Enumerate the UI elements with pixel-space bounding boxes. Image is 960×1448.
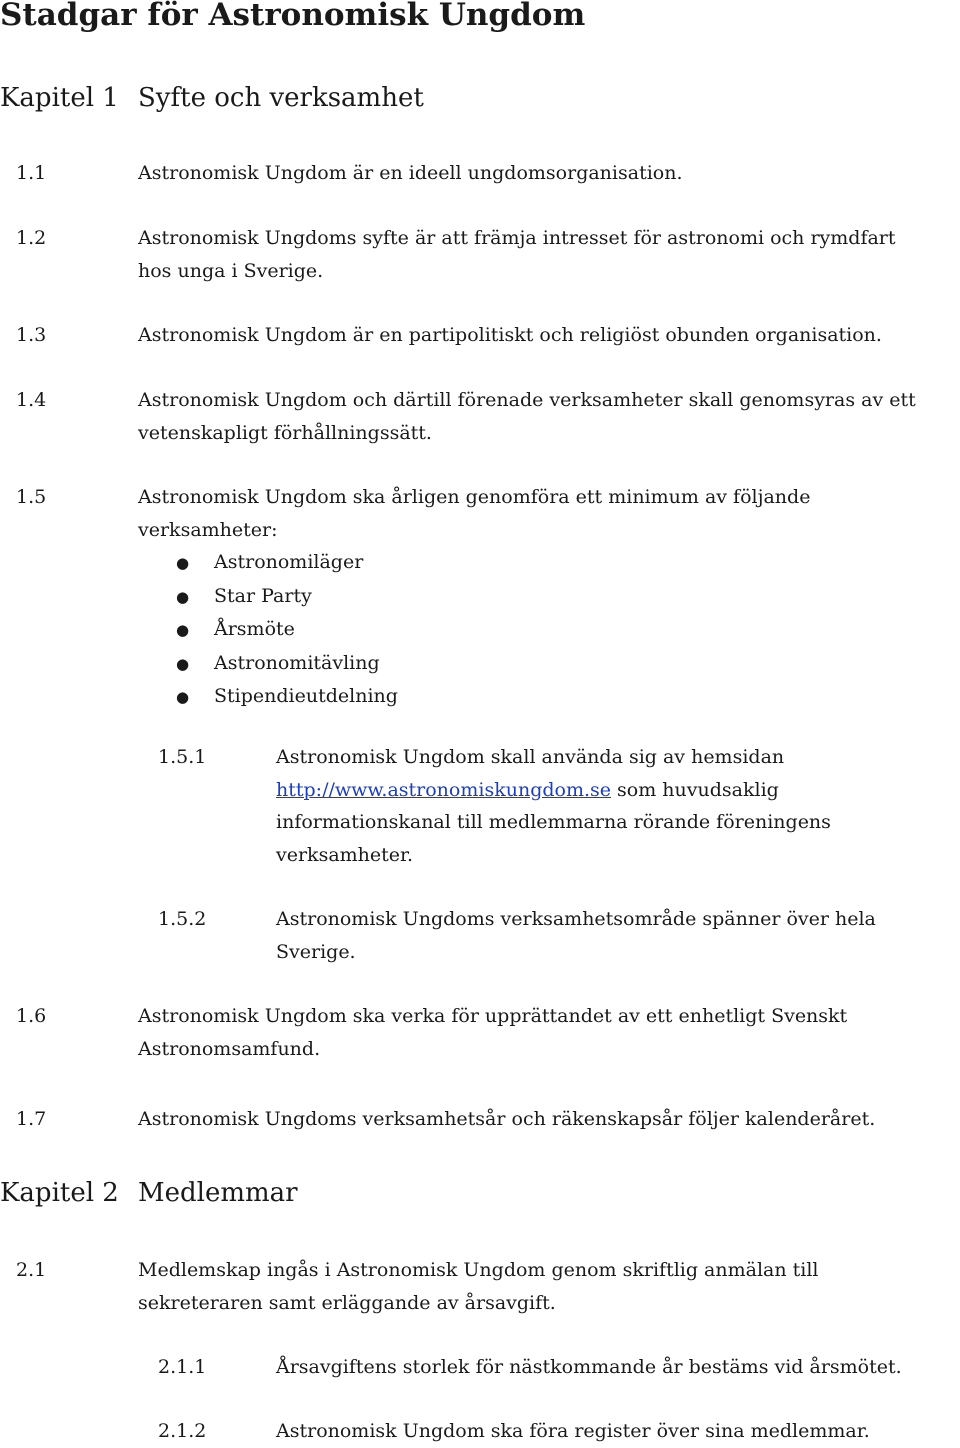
subsection-number: 1.5.2 [158,908,207,930]
section-text-line [276,774,831,807]
activity-list [176,546,398,714]
section-text [138,481,810,546]
section-text-line: Astronomisk Ungdoms verksamhetsområde spänner över hela [276,908,876,930]
chapter-2-number: Kapitel 2 [0,1178,119,1208]
list-item [176,680,398,714]
list-item-label: Star Party [214,584,312,607]
section-text-line: verksamheter: [138,518,278,541]
list-item [176,546,398,580]
section-text [138,1254,819,1319]
section-number: 1.4 [16,389,47,411]
list-item [176,647,398,681]
section-text-line: Medlemskap ingås i Astronomisk Ungdom genom skriftlig anmälan till [138,1259,819,1281]
subsection-text: Astronomisk Ungdom ska föra register över sina medlemmar. [276,1420,870,1442]
subsection-text [276,741,831,871]
section-text [138,384,916,449]
section-text-line: Astronomisk Ungdom ska årligen genomföra ett minimum av följande [138,486,811,508]
section-text-line: Astronomisk Ungdom och därtill förenade verksamheter skall genomsyras av ett [138,389,916,411]
section-text: Astronomisk Ungdom är en partipolitiskt och religiöst obunden organisation. [138,324,882,346]
section-number: 1.6 [16,1005,47,1027]
section-text [138,222,896,287]
section-number: 1.2 [16,227,47,249]
bullet-icon: ● [176,654,190,673]
section-text-line: hos unga i Sverige. [138,259,324,282]
section-number: 1.7 [16,1108,47,1130]
section-text-line: Sverige. [276,940,356,963]
section-text: Astronomisk Ungdoms verksamhetsår och räkenskapsår följer kalenderåret. [138,1108,876,1130]
section-text-line: sekreteraren samt erläggande av årsavgift. [138,1291,556,1314]
section-text-line: Astronomisk Ungdoms syfte är att främja intresset för astronomi och rymdfart [138,227,896,249]
bullet-icon: ● [176,587,190,606]
bullet-icon: ● [176,554,190,572]
section-text-line: Astronomisk Ungdom skall använda sig av hemsidan [276,746,785,768]
section-number: 1.3 [16,324,47,346]
list-item [176,580,398,614]
chapter-2-title: Medlemmar [138,1178,298,1208]
website-link[interactable]: http://www.astronomiskungdom.se [276,778,612,801]
section-number: 2.1 [16,1259,47,1281]
section-text-line: vetenskapligt förhållningssätt. [138,421,432,444]
subsection-number: 2.1.1 [158,1356,207,1378]
chapter-1-number: Kapitel 1 [0,83,119,113]
list-item-label: Årsmöte [214,618,295,640]
subsection-text: Årsavgiftens storlek för nästkommande år bestäms vid årsmötet. [276,1356,902,1378]
list-item-label: Stipendieutdelning [214,685,398,707]
section-number: 1.5 [16,486,47,508]
document-title: Stadgar för Astronomisk Ungdom [0,0,586,33]
section-text [138,1000,847,1065]
section-text-line: Astronomisk Ungdom ska verka för upprättandet av ett enhetligt Svenskt [138,1005,848,1027]
section-text-line: Astronomsamfund. [138,1037,321,1060]
section-text-span: som huvudsaklig [611,778,779,801]
subsection-number: 2.1.2 [158,1420,207,1442]
bullet-icon: ● [176,621,190,639]
bullet-icon: ● [176,688,190,706]
subsection-number: 1.5.1 [158,746,207,768]
section-text-line: informationskanal till medlemmarna rörande föreningens [276,811,831,833]
chapter-1-title: Syfte och verksamhet [138,83,424,113]
section-text: Astronomisk Ungdom är en ideell ungdomsorganisation. [138,162,683,184]
subsection-text [276,903,876,968]
section-text-line: verksamheter. [276,843,414,866]
list-item-label: Astronomitävling [214,651,380,674]
list-item [176,613,398,647]
list-item-label: Astronomiläger [214,551,364,573]
section-number: 1.1 [16,162,47,184]
